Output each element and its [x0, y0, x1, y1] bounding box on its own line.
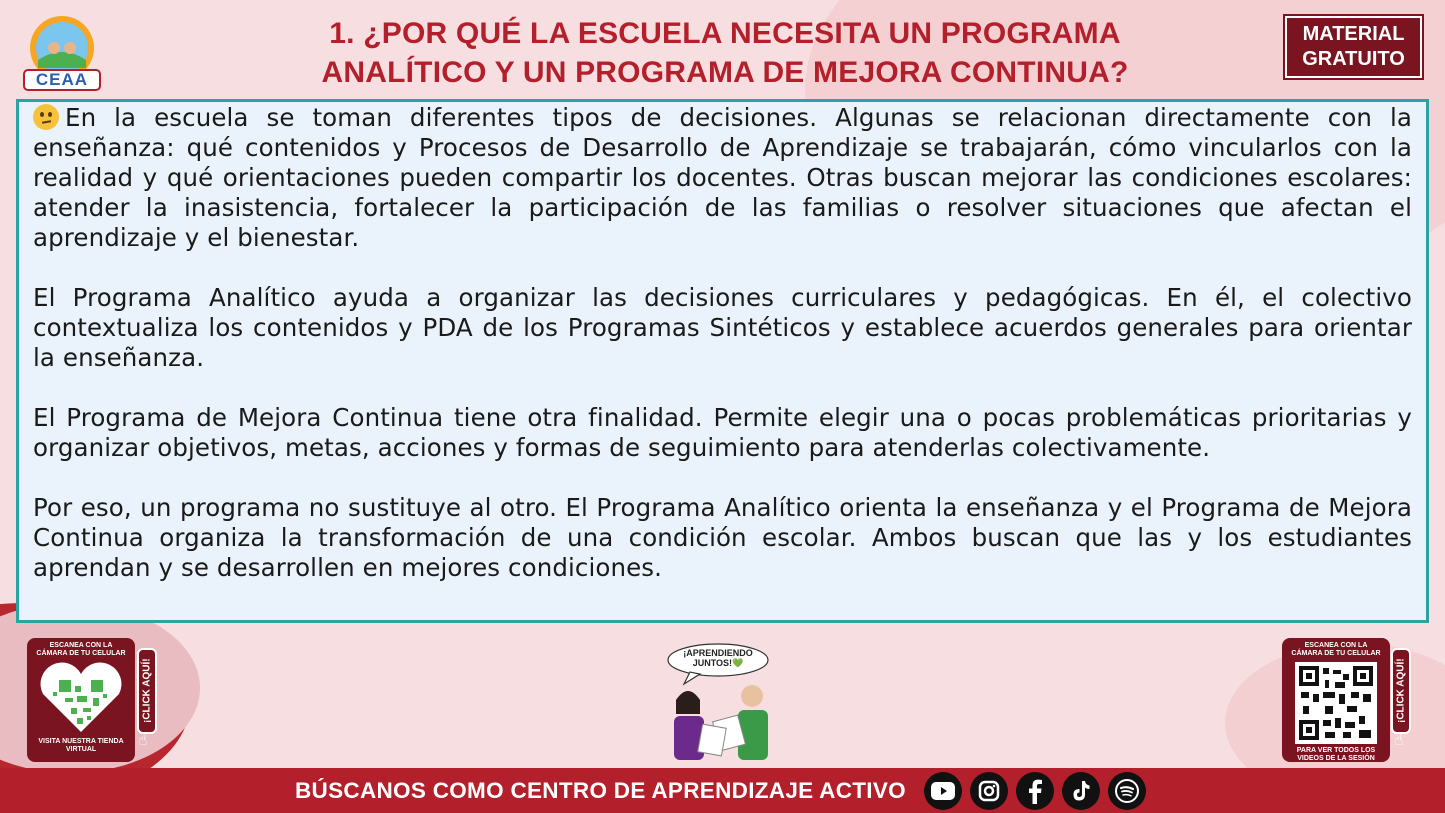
pointing-hand-icon: ☝ [1394, 730, 1404, 749]
paragraph-1 [33, 103, 1412, 253]
facebook-icon[interactable] [1016, 772, 1054, 810]
click-here-tab-left[interactable]: ¡CLICK AQUÍ! [137, 648, 157, 734]
paragraph-1-text: En la escuela se toman diferentes tipos de decisiones. Algunas se relacionan directamente con la enseñanza: qué contenidos y Procesos de Desarrollo de Aprendizaje se trabajarán, cómo vincularlos con la realidad y qué orientaciones pueden compartir los docentes. Otras buscan mejorar las condiciones escolares: atender la inasistencia, fortalecer la participación de las familias o resolver situaciones que afectan el aprendizaje y el bienestar. [33, 103, 1412, 252]
qr-card-videos[interactable] [1282, 638, 1390, 762]
content-box [16, 99, 1429, 623]
qr-right-bottom-text: PARA VER TODOS LOS VIDEOS DE LA SESIÓN [1296, 747, 1376, 762]
qr-card-store[interactable] [27, 638, 135, 762]
instagram-icon[interactable] [970, 772, 1008, 810]
qr-code-heart[interactable] [37, 662, 125, 734]
title-line-2: ANALÍTICO Y UN PROGRAMA DE MEJORA CONTINUA? [321, 56, 1129, 89]
teachers-illustration [660, 640, 790, 770]
free-material-badge [1285, 16, 1422, 78]
spotify-icon[interactable] [1108, 772, 1146, 810]
qr-left-top-text: ESCANEA CON LA CÁMARA DE TU CELULAR [36, 642, 126, 657]
tiktok-icon[interactable] [1062, 772, 1100, 810]
thinking-face-icon [33, 104, 59, 130]
youtube-icon[interactable] [924, 772, 962, 810]
title-line-1: 1. ¿POR QUÉ LA ESCUELA NECESITA UN PROGRAMA [329, 17, 1121, 50]
logo-text: CEAA [35, 70, 89, 89]
qr-left-bottom-text: VISITA NUESTRA TIENDA VIRTUAL [38, 738, 124, 753]
badge-line-1: MATERIAL [1302, 23, 1405, 45]
qr-code[interactable] [1295, 662, 1377, 744]
ceaa-logo [20, 14, 104, 92]
badge-line-2: GRATUITO [1302, 48, 1405, 70]
qr-right-top-text: ESCANEA CON LA CÁMARA DE TU CELULAR [1291, 642, 1381, 657]
paragraph-3: El Programa de Mejora Continua tiene otra finalidad. Permite elegir una o pocas problemáticas prioritarias y organizar objetivos, metas, acciones y formas de seguimiento para atenderlas colectivamente. [33, 403, 1412, 462]
page-title [180, 14, 1270, 92]
pointing-hand-icon: ☝ [138, 730, 148, 749]
click-here-tab-right[interactable]: ¡CLICK AQUÍ! [1391, 648, 1411, 734]
paragraph-4: Por eso, un programa no sustituye al otro. El Programa Analítico orienta la enseñanza y el Programa de Mejora Continua organiza la transformación de una condición escolar. Ambos buscan que las y los estudiantes aprendan y se desarrollen en mejores condiciones. [33, 493, 1412, 582]
paragraph-2: El Programa Analítico ayuda a organizar las decisiones curriculares y pedagógicas. En él, el colectivo contextualiza los contenidos y PDA de los Programas Sintéticos y establece acuerdos generales para orientar la enseñanza. [33, 283, 1412, 372]
speech-bubble-text: ¡APRENDIENDO JUNTOS!💚 [683, 648, 753, 668]
footer-bar [0, 768, 1445, 813]
footer-text: BÚSCANOS COMO CENTRO DE APRENDIZAJE ACTIVO [295, 777, 906, 803]
